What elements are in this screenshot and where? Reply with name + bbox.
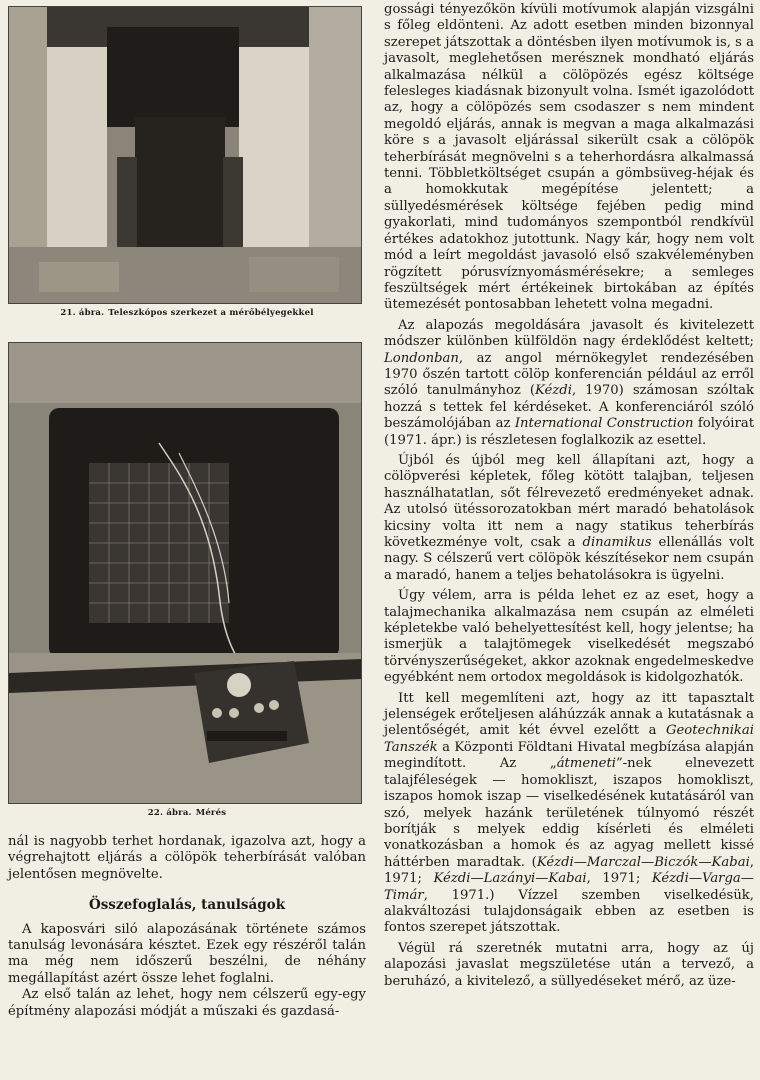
figure-21 <box>8 6 366 318</box>
emphasis: Kézdi <box>535 383 572 399</box>
right-column <box>384 2 754 990</box>
text-run: Itt kell megemlíteni azt, hogy az itt tapasztalt jelenségek erőteljesen aláhúzzák annak a kutatásnak a jelentőségét, amit két évvel ezelőtt a <box>384 690 754 739</box>
figure-22-caption <box>8 808 366 818</box>
paragraph: gossági tényezőkön kívüli motívumok alapján vizsgálni s főleg eldönteni. Az adott esetben minden bizonnyal szerepet játszottak a döntésben ilyen motívumok is, s a javasolt, meglehetősen merésznek mondható eljárás alkalmazása nélkül a cölöpözés egész költsége felesleges kiadásnak bizonyult volna. Ismét igazolódott az, hogy a cölöpözés sem csodaszer s nem mindent megoldó eljárás, annak is megvan a maga alkalmazási köre s a javasolt eljárással sikerült csak a cölöpök teherbírását megnövelni s a teherhordásra alkalmassá tenni. Többletköltséget csupán a gömbsüveg-héjak és a homokkutak megépítése jelentett; a süllyedésmérések költsége fejében pedig mind gyakorlati, mind tudományos szempontból rendkívül értékes adatokhoz jutottunk. Nagy kár, hogy nem volt mód a leírt megoldást javasoló első szakvéleményben rögzített pórusvíznyomásmérésekre; a semleges feszültségek mért értékeinek birtokában az építés ütemezését pontosabban lehetett volna megadni. <box>384 2 754 313</box>
figure-22 <box>8 342 366 818</box>
emphasis: Geotechnikai Tanszék <box>384 723 754 755</box>
emphasis: International Construction <box>514 416 694 432</box>
paragraph-continuation: nál is nagyobb terhet hordanak, igazolva azt, hogy a végrehajtott eljárás a cölöpök teherbírását valóban jelentősen megnövelte. <box>8 834 366 882</box>
figure-21-photo <box>8 6 362 304</box>
figure-21-caption-text: Teleszkópos szerkezet a mérőbélyegekkel <box>108 308 314 318</box>
text-run: , 1970) számosan szóltak hozzá s tettek fel kérdéseket. A konferenciáról szóló beszámolójában az <box>384 383 754 432</box>
emphasis: Kézdi—Varga—Timár <box>384 871 754 903</box>
emphasis: Londonban <box>384 350 459 366</box>
emphasis: Kézdi—Marczal—Biczók—Kabai <box>536 854 750 870</box>
text-run: a Központi Földtani Hivatal megbízása alapján megindított. Az „ <box>384 739 754 772</box>
text-run: , az angol mérnökegylet rendezésében 1970 őszén tartott cölöp konferencián például az erről szóló tanulmányhoz ( <box>384 350 754 399</box>
text-run: ”-nek elnevezett talajféleségek — homokliszt, iszapos homokliszt, iszapos homok iszap — viselkedésének kutatásáról van szó, melyek hazánk területének túlnyomó részét borítják s melyek eddig kísérleti és elméleti vonatkozásban a homok és az agyag mellett kissé háttérben maradtak. ( <box>384 756 755 870</box>
left-column <box>8 6 366 1020</box>
figure-22-caption-text: Mérés <box>195 808 227 818</box>
paragraph: Végül rá szeretnék mutatni arra, hogy az új alapozási javaslat megszületése után a tervező, a beruházó, a kivitelező, a süllyedéseket mérő, az üze- <box>384 940 754 989</box>
section-heading: Összefoglalás, tanulságok <box>88 897 286 914</box>
left-body-text <box>8 834 366 1020</box>
text-run: folyóirat (1971. ápr.) is részletesen foglalkozik az esettel. <box>384 416 754 448</box>
text-run: Az alapozás megoldására javasolt és kivitelezett módszer különben külföldön nagy érdeklődést keltett; <box>384 317 754 350</box>
paragraph <box>384 691 754 937</box>
measurement-photo <box>9 343 361 803</box>
emphasis: átmeneti <box>556 756 616 772</box>
text-run: , 1971; <box>586 871 652 887</box>
text-run: , 1971; <box>384 854 754 887</box>
telescopic-structure-photo <box>9 7 361 303</box>
paragraph: Úgy vélem, arra is példa lehet ez az eset, hogy a talajmechanika alkalmazása nem csupán az elméleti képletekbe való behelyettesítést kell, hogy jelentse; ha ismerjük a talajtömegek viselkedését megszabó törvényszerűségeket, akkor azoknak engedelmeskedve egyébként nem ortodox megoldások is kidolgozhatók. <box>384 588 754 686</box>
text-run: ellenállás volt nagy. S célszerű vert cölöpök készítésekor nem csupán a maradó, hanem a teljes behatolásokra is ügyelni. <box>384 535 754 583</box>
emphasis: dinamikus <box>582 535 652 550</box>
emphasis: Kézdi—Lazányi—Kabai <box>433 871 587 887</box>
paragraph: A kaposvári siló alapozásának története számos tanulság levonására késztet. Ezek egy részéről talán ma még nem időszerű beszélni, de néhány megállapítást azért össze lehet foglalni. <box>8 921 366 986</box>
paragraph: Az első talán az lehet, hogy nem célszerű egy-egy építmény alapozási módját a műszaki és gazdasá- <box>8 987 366 1019</box>
text-run: Újból és újból meg kell állapítani azt, hogy a cölöpverési képletek, főleg kötött talajban, teljesen használhatatlan, sőt félrevezető eredményeket adnak. Az utolsó ütéssorozatokban mért maradó behatolások kicsiny volta itt nem a nagy statikus teherbírás következménye volt, csak a <box>384 452 754 550</box>
figure-21-caption <box>8 308 366 318</box>
text-run: , 1971.) Vízzel szemben viselkedésük, alakváltozási tulajdonságaik ebben az esetben is fontos szerepet játszottak. <box>384 887 754 936</box>
paragraph <box>384 453 754 584</box>
figure-22-number: 22. ábra. <box>147 808 192 818</box>
figure-21-number: 21. ábra. <box>60 308 105 318</box>
paragraph <box>384 318 754 449</box>
figure-22-photo <box>8 342 362 804</box>
